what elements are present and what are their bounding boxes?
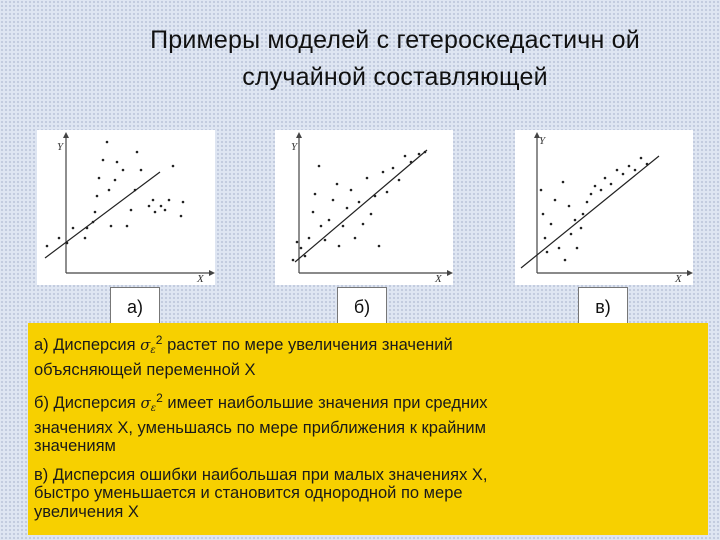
- desc-b-prefix: б) Дисперсия: [34, 394, 141, 412]
- desc-a-prefix: а) Дисперсия: [34, 336, 141, 354]
- desc-b-line2: значениях X, уменьшаясь по мере приближения к крайним: [34, 418, 486, 437]
- y-axis-label: Y: [291, 141, 298, 153]
- desc-c-line2: быстро уменьшается и становится однородной по мере: [34, 484, 463, 502]
- title-line-2: случайной составляющей: [242, 63, 548, 91]
- y-axis-label: Y: [539, 135, 546, 147]
- x-axis-label: X: [197, 273, 204, 285]
- description-panel: [28, 323, 708, 535]
- title-line-1: Примеры моделей с гетероскедастичн ой: [150, 26, 640, 54]
- power-2: 2: [156, 391, 163, 405]
- plot-label-c: в): [578, 287, 628, 327]
- slide-title: [90, 22, 700, 96]
- description-a: [34, 331, 702, 379]
- desc-a-rest: растет по мере увеличения значений: [162, 336, 453, 354]
- regression-line: [521, 156, 659, 268]
- description-c: [34, 466, 702, 522]
- scatter-plot-c: [515, 130, 693, 285]
- regression-line: [45, 172, 160, 258]
- x-axis-label: X: [675, 273, 682, 285]
- power-2: 2: [155, 333, 163, 347]
- desc-c-line1: в) Дисперсия ошибки наибольшая при малых значениях X,: [34, 465, 488, 484]
- desc-b-line3: значениям: [34, 437, 116, 455]
- plot-label-b: б): [337, 287, 387, 327]
- scatter-plot-a: [37, 130, 215, 285]
- desc-a-line2: объясняющей переменной X: [34, 360, 256, 379]
- sigma-symbol: $\sigma_\varepsilon$: [140, 394, 157, 414]
- plot-label-a: а): [110, 287, 160, 327]
- y-axis-label: Y: [57, 141, 64, 153]
- x-axis-label: X: [435, 273, 442, 285]
- sigma-symbol: $\sigma_\varepsilon$: [140, 336, 156, 356]
- description-b: [34, 389, 702, 456]
- regression-line: [295, 150, 427, 262]
- scatter-plot-b: [275, 130, 453, 285]
- desc-c-line3: увеличения X: [34, 502, 139, 521]
- desc-b-rest: имеет наибольшие значения при средних: [162, 394, 488, 412]
